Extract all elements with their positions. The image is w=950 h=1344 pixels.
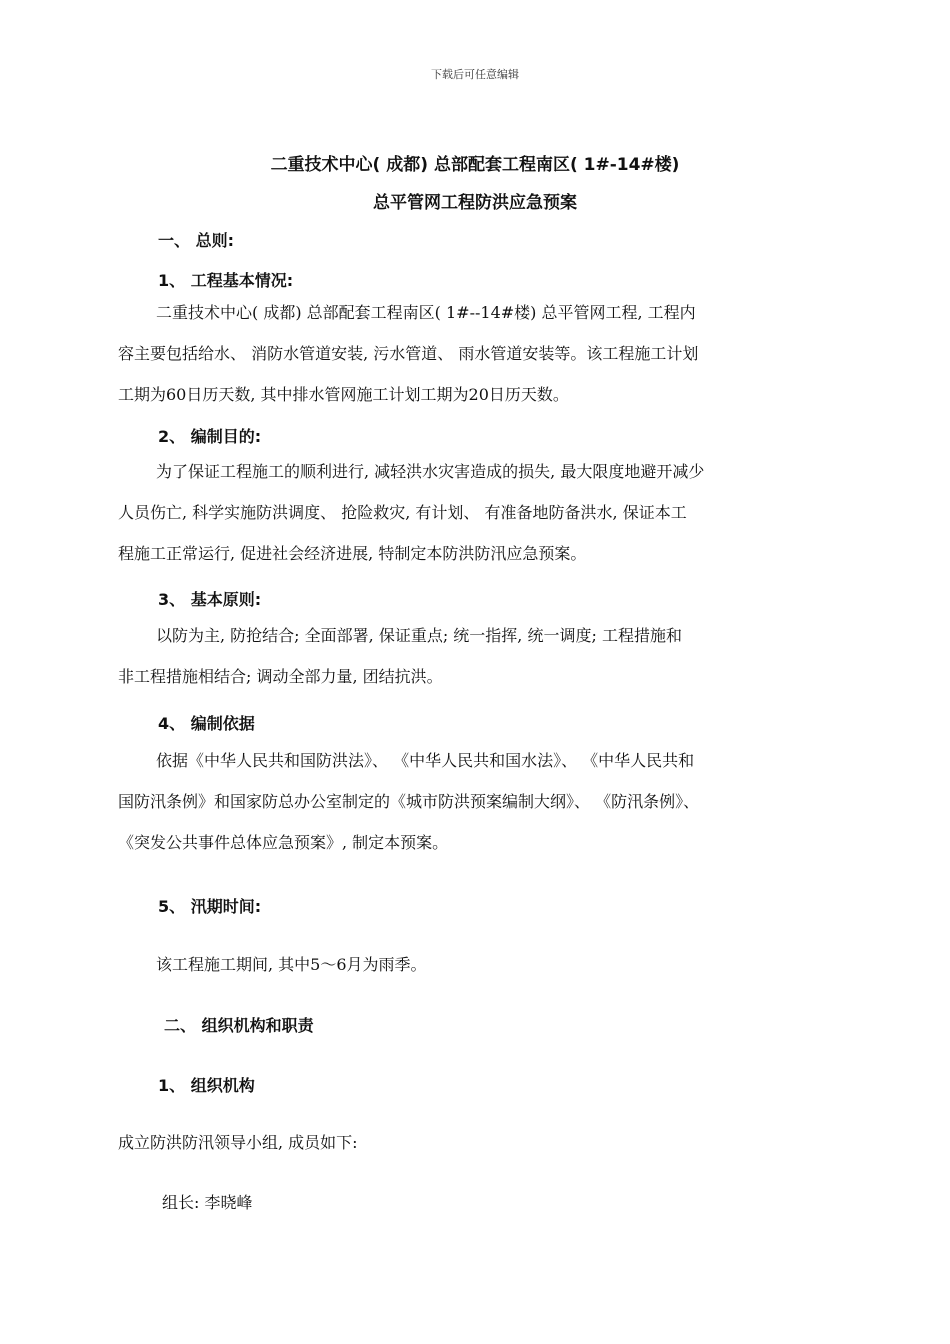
subheading-project-overview: 1、 工程基本情况: [158, 271, 294, 290]
paragraph-purpose [118, 451, 830, 574]
paragraph-group-leader [162, 1182, 874, 1223]
paragraph-principles [118, 615, 830, 697]
paragraph-line: 人员伤亡, 科学实施防洪调度、 抢险救灾, 有计划、 有准备地防备洪水, 保证本工 [118, 503, 687, 522]
paragraph-line: 该工程施工期间, 其中5～6月为雨季。 [156, 955, 427, 974]
header-note: 下载后可任意编辑 [431, 68, 519, 81]
paragraph-line: 成立防洪防汛领导小组, 成员如下: [118, 1133, 358, 1152]
paragraph-line: 组长: 李晓峰 [162, 1193, 253, 1212]
paragraph-line: 程施工正常运行, 促进社会经济进展, 特制定本防洪防汛应急预案。 [118, 544, 587, 563]
subheading-basis: 4、 编制依据 [158, 714, 255, 733]
paragraph-line: 《突发公共事件总体应急预案》, 制定本预案。 [118, 833, 449, 852]
section-heading-general: 一、 总则: [158, 231, 234, 250]
subheading-organization: 1、 组织机构 [158, 1076, 255, 1095]
document-title-line-2: 总平管网工程防洪应急预案 [373, 193, 577, 213]
paragraph-line: 国防汛条例》和国家防总办公室制定的《城市防洪预案编制大纲》、 《防汛条例》、 [118, 792, 700, 811]
paragraph-line: 为了保证工程施工的顺利进行, 减轻洪水灾害造成的损失, 最大限度地避开减少 [156, 462, 705, 481]
paragraph-flood-season [156, 944, 868, 985]
subheading-flood-season: 5、 汛期时间: [158, 897, 262, 916]
paragraph-line: 容主要包括给水、 消防水管道安装, 污水管道、 雨水管道安装等。该工程施工计划 [118, 344, 699, 363]
paragraph-line: 非工程措施相结合; 调动全部力量, 团结抗洪。 [118, 667, 443, 686]
paragraph-line: 依据《中华人民共和国防洪法》、 《中华人民共和国水法》、 《中华人民共和 [156, 751, 695, 770]
paragraph-line: 二重技术中心( 成都) 总部配套工程南区( 1#--14#楼) 总平管网工程, 工程内 [156, 303, 696, 322]
paragraph-line: 工期为60日历天数, 其中排水管网施工计划工期为20日历天数。 [118, 385, 569, 404]
section-heading-organization: 二、 组织机构和职责 [164, 1016, 314, 1035]
document-title-line-1: 二重技术中心( 成都) 总部配套工程南区( 1#-14#楼) [270, 155, 680, 175]
paragraph-basis [118, 740, 830, 863]
paragraph-line: 以防为主, 防抢结合; 全面部署, 保证重点; 统一指挥, 统一调度; 工程措施和 [156, 626, 682, 645]
subheading-principles: 3、 基本原则: [158, 590, 262, 609]
paragraph-leadership-group [118, 1122, 830, 1163]
paragraph-project-overview [118, 292, 830, 415]
subheading-purpose: 2、 编制目的: [158, 427, 262, 446]
